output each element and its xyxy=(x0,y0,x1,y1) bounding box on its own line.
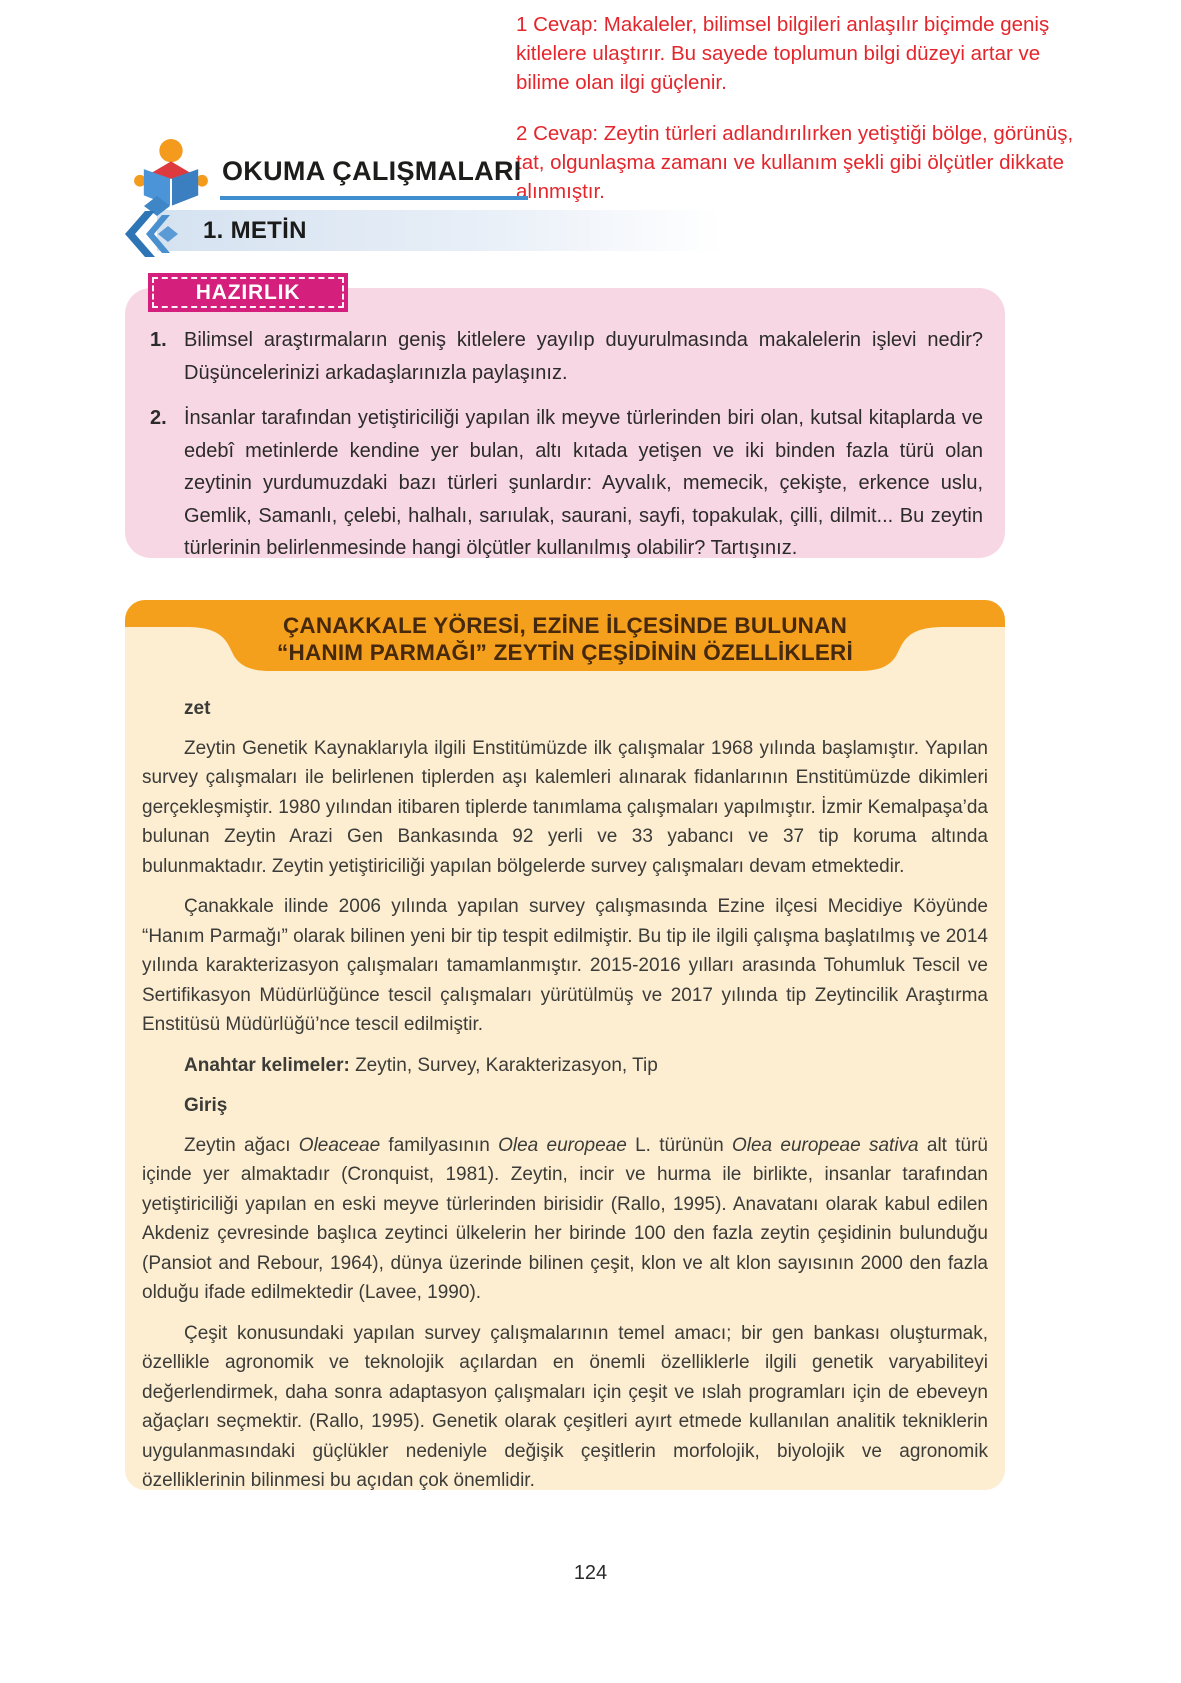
hazirlik-label-text: HAZIRLIK xyxy=(195,280,301,304)
article-body xyxy=(125,672,1005,1490)
hazirlik-label xyxy=(148,273,348,312)
list-item xyxy=(150,324,983,389)
section-header xyxy=(126,138,528,206)
article-title-banner xyxy=(125,600,1005,672)
metin-bar xyxy=(157,210,722,251)
item-number: 1. xyxy=(150,329,167,351)
article-box xyxy=(125,600,1005,1490)
paragraph: Zeytin ağacı Oleaceae familyasının Olea europeae L. türünün Olea europeae sativa alt türü içinde yer almaktadır (Cronquist, 1981). Zeytin, incir ve hurma ile birlikte, insanlar tarafından yetiştiriciliği yapılan en eski meyve türlerinden birisidir (Rallo, 1995). Anavatanı olarak kabul edilen Akdeniz çevresinde başlıca zeytinci ülkelerin her birinde 100 den fazla zeytin çeşidinin bulunduğu (Pansiot and Rebour, 1964), dünya üzerinde bilinen çeşit, klon ve alt klon sayısının 2000 den fazla olduğu ifade edilmektedir (Lavee, 1990). xyxy=(142,1134,988,1303)
chevron-left-icon xyxy=(117,195,181,259)
article-title-line2: “HANIM PARMAĞI” ZEYTİN ÇEŞİDİNİN ÖZELLİKLERİ xyxy=(277,640,853,665)
hazirlik-items xyxy=(125,288,1005,594)
item-text: İnsanlar tarafından yetiştiriciliği yapılan ilk meyve türlerinden biri olan, kutsal kitaplarda ve edebî metinlerde kendine yer bulan, altı kıtada yetişen ve iki binden fazla türü olan zeytinin yurdumuzdaki bazı türleri şunlardır: Ayvalık, memecik, çekişte, erkence uslu, Gemlik, Samanlı, çelebi, halhalı, sarıulak, saurani, sayfi, topakulak, çilli, dilmit... Bu zeytin türlerinin belirlenmesinde hangi ölçütler kullanılmış olabilir? Tartışınız. xyxy=(184,407,983,559)
metin-title: 1. METİN xyxy=(203,216,307,244)
paragraph: Zeytin Genetik Kaynaklarıyla ilgili Enstitümüzde ilk çalışmalar 1968 yılında başlamıştır. Yapılan survey çalışmaları ile belirlenen tiplerden aşı kalemleri alınarak fidanlarının Enstitümüzde dikimleri gerçekleşmiştir. 1980 yılından itibaren tiplerde tanımlama çalışmaları yapılmıştır. İzmir Kemalpaşa’da bulunan Zeytin Arazi Gen Bankasında 92 yerli ve 33 yabancı ve 37 tip koruma altında bulunmaktadır. Zeytin yetiştiriciliği yapılan bölgelerde survey çalışmaları devam etmektedir. xyxy=(142,737,988,877)
answer-2: 2 Cevap: Zeytin türleri adlandırılırken yetiştiği bölge, görünüş, tat, olgunlaşma zamanı ve kullanım şekli gibi ölçütler dikkate alınmıştır. xyxy=(516,122,1074,203)
abstract-heading: zet xyxy=(184,698,211,719)
keywords-value: Zeytin, Survey, Karakterizasyon, Tip xyxy=(349,1054,658,1076)
section-title: OKUMA ÇALIŞMALARI xyxy=(220,156,528,200)
keywords-label: Anahtar kelimeler: xyxy=(184,1054,350,1076)
paragraph: Çanakkale ilinde 2006 yılında yapılan survey çalışmasında Ezine ilçesi Mecidiye Köyünde “Hanım Parmağı” olarak bilinen yeni bir tip tespit edilmiştir. Bu tip ile ilgili çalışma başlatılmış ve 2014 yılında karakterizasyon çalışmaları tamamlanmıştır. 2015-2016 yılları arasında Tohumluk Tescil ve Sertifikasyon Müdürlüğünce tescil çalışmaları yürütülmüş ve 2017 yılında tip Zeytincilik Araştırma Enstitüsü Müdürlüğü’nce tescil edilmiştir. xyxy=(142,896,988,1035)
keywords-line xyxy=(142,1051,988,1081)
paragraph: Çeşit konusundaki yapılan survey çalışmalarının temel amacı; bir gen bankası oluşturmak, özellikle agronomik ve teknolojik açılardan en önemli özelliklerle ilgili genetik varyabiliteyi değerlendirmek, daha sonra adaptasyon çalışmaları için çeşit ve ıslah programları için de ebeveyn ağaçları seçmektir. (Rallo, 1995). Genetik olarak çeşitleri ayırt etmede kullanılan analitik tekniklerin uygulanmasındaki güçlükler nedeniyle değişik çeşitlerin morfolojik, biyolojik ve agronomik özelliklerinin bilinmesi bu açıdan çok önemlidir. xyxy=(142,1322,988,1490)
item-text: Bilimsel araştırmaların geniş kitlelere yayılıp duyurulmasında makalelerin işlevi nedir? Düşüncelerinizi arkadaşlarınızla paylaşınız. xyxy=(184,329,983,384)
item-number: 2. xyxy=(150,407,167,429)
list-item xyxy=(150,402,983,565)
article-title xyxy=(125,612,1005,666)
hazirlik-box xyxy=(125,280,1005,559)
intro-heading: Giriş xyxy=(184,1095,228,1116)
answer-1: 1 Cevap: Makaleler, bilimsel bilgileri anlaşılır biçimde geniş kitlelere ulaştırır. Bu sayede toplumun bilgi düzeyi artar ve bilime olan ilgi güçlenir. xyxy=(516,13,1050,94)
answer-annotations xyxy=(516,10,1098,206)
article-title-line1: ÇANAKKALE YÖRESİ, EZİNE İLÇESİNDE BULUNAN xyxy=(282,613,848,638)
page-number: 124 xyxy=(573,1562,608,1584)
